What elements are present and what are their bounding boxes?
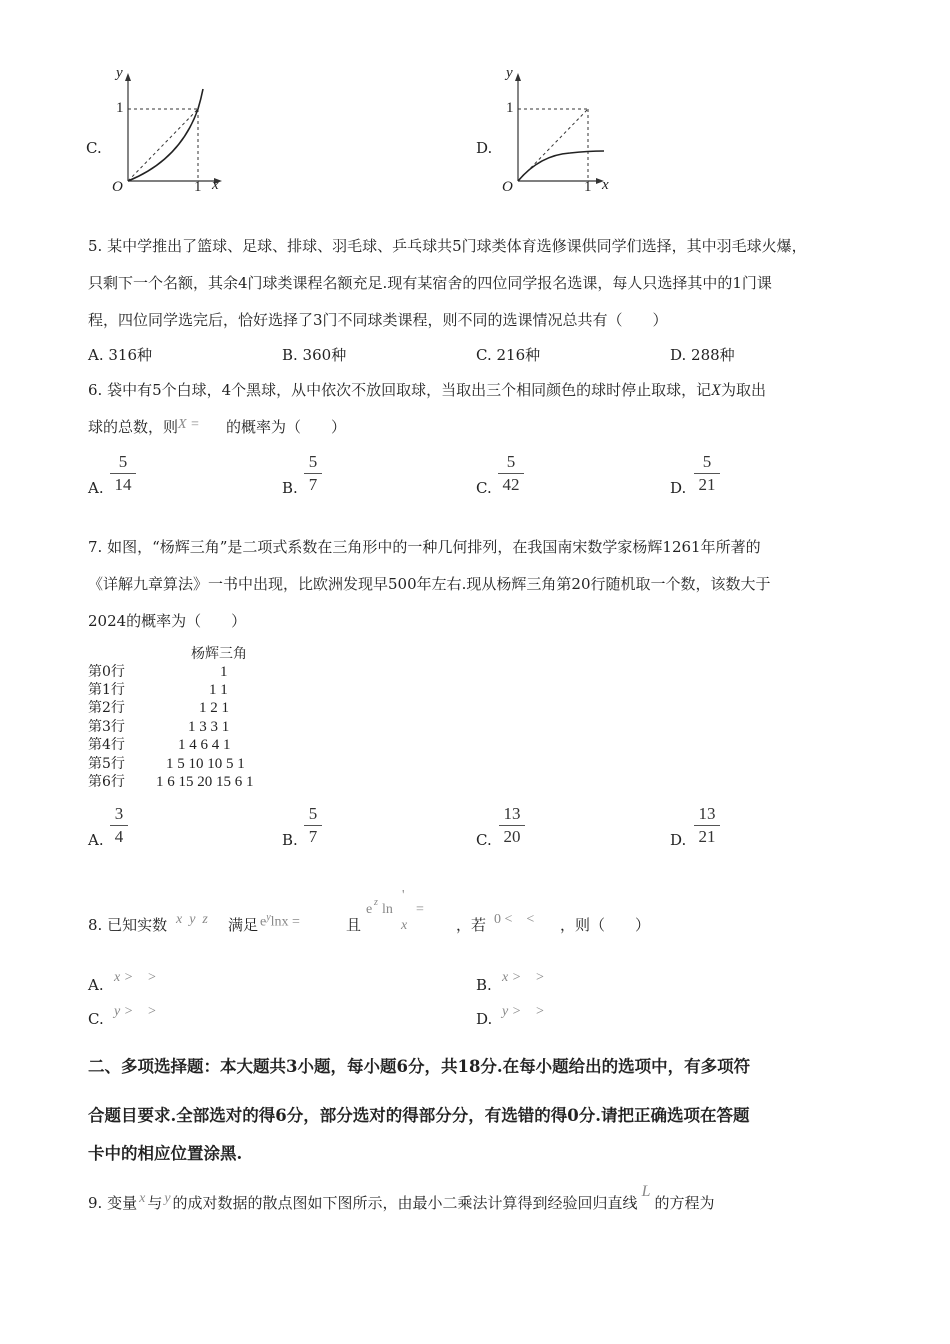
q6-line-1	[88, 380, 766, 401]
q8-expr2-ln: ln	[382, 902, 393, 917]
q8-start: 8. 已知实数	[88, 916, 168, 934]
q8-option-c-label: C.	[88, 1010, 104, 1028]
q8-expr1-rest: lnx =	[270, 914, 300, 930]
q5-option-b: B. 360种	[282, 346, 347, 364]
graph-d-origin-label: O	[502, 179, 513, 195]
q8-expr1-base: e	[260, 914, 267, 930]
yanghui-triangle-figure	[86, 643, 316, 798]
yanghui-triangle-title: 杨辉三角	[191, 646, 247, 662]
q8-expr2-sup: z	[374, 897, 378, 908]
q9-var-x: x	[139, 1191, 146, 1206]
q7-line-3: 2024的概率为（ ）	[88, 612, 247, 630]
q8-mid-1: 满足	[228, 916, 259, 934]
graph-d-x-tick: 1	[584, 179, 592, 195]
graph-d-label: D.	[476, 139, 493, 157]
q8-expr2-tick: '	[402, 888, 405, 903]
yanghui-row-6-label: 第6行	[88, 774, 125, 790]
yanghui-row-2-label: 第2行	[88, 700, 125, 716]
q9-mid-1: 与	[147, 1194, 163, 1212]
q7-option-a-fraction	[110, 804, 128, 847]
q7-line-2: 《详解九章算法》一书中出现，比欧洲发现早500年左右.现从杨辉三角第20行随机取一个数，该数大于	[88, 575, 771, 593]
q8-option-d-label: D.	[476, 1010, 493, 1028]
yanghui-row-0-values: 1	[220, 664, 228, 680]
yanghui-row-0-label: 第0行	[88, 664, 125, 680]
q5-option-a: A. 316种	[88, 346, 152, 364]
q6-option-c-label: C.	[476, 479, 492, 497]
q7-option-c-label: C.	[476, 831, 492, 849]
graph-d-y-tick: 1	[506, 100, 514, 116]
q9-var-l: L	[641, 1183, 651, 1200]
fraction-denominator: 42	[502, 475, 520, 494]
yanghui-row-5-label: 第5行	[88, 756, 125, 772]
q6-line-2	[88, 417, 346, 439]
q6-line-2-start: 球的总数，则	[88, 418, 179, 436]
fraction-numerator: 5	[308, 452, 318, 471]
q6-var-x: X	[711, 382, 721, 399]
fraction-denominator: 14	[114, 475, 132, 494]
q6-option-a-label: A.	[88, 479, 104, 497]
q5-line-2: 只剩下一个名额，其余4门球类课程名额充足.现有某宿舍的四位同学报名选课，每人只选择其中的1门课	[88, 274, 772, 292]
q7-option-c-fraction	[499, 804, 525, 847]
q7-line-1: 7. 如图，“杨辉三角”是二项式系数在三角形中的一种几何排列，在我国南宋数学家杨辉1261年所著的	[88, 538, 761, 556]
yanghui-row-1-label: 第1行	[88, 682, 125, 698]
section-2-heading-line-2: 合题目要求.全部选对的得6分，部分选对的得部分分，有选错的得0分.请把正确选项在答题	[88, 1106, 750, 1125]
section-2-heading-line-1: 二、多项选择题：本大题共3小题，每小题6分，共18分.在每小题给出的选项中，有多项符	[88, 1057, 751, 1076]
yanghui-row-5-values: 1 5 10 10 5 1	[166, 756, 245, 772]
q6-option-d-fraction	[694, 452, 720, 495]
fraction-denominator: 7	[308, 827, 318, 846]
q8-option-d-expr: y > >	[502, 1004, 545, 1019]
yanghui-row-6-values: 1 6 15 20 15 6 1	[156, 774, 254, 790]
q8-option-b-label: B.	[476, 976, 492, 994]
graph-c-origin-label: O	[112, 179, 123, 195]
yanghui-row-4-values: 1 4 6 4 1	[178, 737, 231, 753]
fraction-numerator: 13	[698, 804, 716, 823]
fraction-numerator: 3	[114, 804, 124, 823]
q5-line-3: 程，四位同学选完后，恰好选择了3门不同球类课程，则不同的选课情况总共有（ ）	[88, 311, 668, 329]
graph-d-y-axis-label: y	[506, 65, 513, 81]
fraction-denominator: 7	[308, 475, 318, 494]
q9-end: 的方程为	[654, 1194, 715, 1212]
q8-expression-1	[260, 912, 300, 931]
q6-option-b-fraction	[304, 452, 322, 495]
section-2-heading-line-3: 卡中的相应位置涂黑.	[88, 1144, 243, 1163]
q5-line-1: 5. 某中学推出了篮球、足球、排球、羽毛球、乒乓球共5门球类体育选修课供同学们选择，其中羽毛球火爆，	[88, 237, 807, 255]
yanghui-row-2-values: 1 2 1	[199, 700, 229, 716]
q8-expression-2	[366, 888, 438, 936]
yanghui-row-1-values: 1 1	[209, 682, 228, 698]
q9-line	[88, 1183, 715, 1215]
q6-line-2-end: 的概率为（ ）	[226, 418, 347, 436]
yanghui-row-4-label: 第4行	[88, 737, 125, 753]
yanghui-row-3-label: 第3行	[88, 719, 125, 735]
fraction-denominator: 20	[503, 827, 521, 846]
graph-d-x-axis-label: x	[602, 177, 609, 193]
q8-end: ，则（ ）	[560, 916, 651, 934]
fraction-numerator: 5	[118, 452, 128, 471]
q8-expr2-eq: =	[416, 902, 424, 917]
q7-option-b-label: B.	[282, 831, 298, 849]
q8-expr2-den: x	[401, 918, 408, 933]
graph-c-label: C.	[86, 139, 102, 157]
q8-option-b-expr: x > >	[502, 970, 545, 985]
yanghui-row-3-values: 1 3 3 1	[188, 719, 230, 735]
q6-option-b-label: B.	[282, 479, 298, 497]
graph-c	[80, 65, 240, 200]
q8-option-a-expr: x > >	[114, 970, 157, 985]
q6-line-1-end: 为取出	[720, 381, 766, 399]
q6-option-d-label: D.	[670, 479, 687, 497]
q8-option-a-label: A.	[88, 976, 104, 994]
fraction-denominator: 4	[114, 827, 124, 846]
q8-option-c-expr: y > >	[114, 1004, 157, 1019]
q6-option-a-fraction	[110, 452, 136, 495]
q9-var-y: y	[164, 1191, 171, 1206]
q8-expr1-sup: y	[266, 912, 271, 923]
q7-option-d-label: D.	[670, 831, 687, 849]
q8-vars: x y z	[176, 912, 208, 927]
q7-option-a-label: A.	[88, 831, 104, 849]
graph-c-y-tick: 1	[116, 100, 124, 116]
graph-d	[470, 65, 630, 200]
graph-c-x-axis-label: x	[212, 177, 219, 193]
fraction-denominator: 21	[698, 475, 716, 494]
q6-expr: X =	[178, 417, 200, 432]
fraction-denominator: 21	[698, 827, 716, 846]
q8-mid-3: ，若	[456, 916, 487, 934]
graph-c-y-axis-label: y	[116, 65, 123, 81]
fraction-numerator: 13	[503, 804, 521, 823]
q7-option-d-fraction	[694, 804, 720, 847]
q8-mid-2: 且	[346, 916, 362, 934]
q5-option-c: C. 216种	[476, 346, 541, 364]
q6-line-1-text: 6. 袋中有5个白球，4个黑球，从中依次不放回取球，当取出三个相同颜色的球时停止取球，记	[88, 381, 712, 399]
q7-option-b-fraction	[304, 804, 322, 847]
fraction-numerator: 5	[506, 452, 516, 471]
q9-start: 9. 变量	[88, 1194, 138, 1212]
q6-option-c-fraction	[498, 452, 524, 495]
q8-expr2-base: e	[366, 902, 373, 917]
q5-option-d: D. 288种	[670, 346, 735, 364]
fraction-numerator: 5	[308, 804, 318, 823]
q8-condition: 0 < <	[494, 912, 535, 927]
fraction-numerator: 5	[702, 452, 712, 471]
graph-c-x-tick: 1	[194, 179, 202, 195]
q9-mid-2: 的成对数据的散点图如下图所示，由最小二乘法计算得到经验回归直线	[172, 1194, 638, 1212]
